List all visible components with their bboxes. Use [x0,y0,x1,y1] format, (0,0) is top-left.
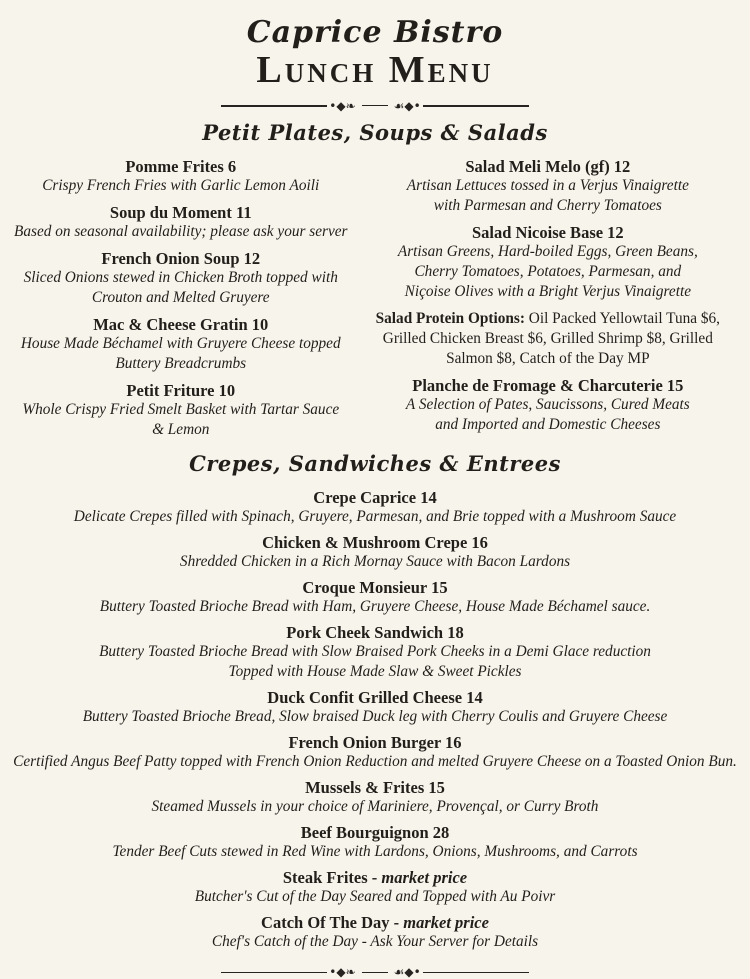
menu-item-catch-of-the-day [0,913,750,952]
item-name: Catch Of The Day - market price [261,913,489,933]
menu-item-french-onion-burger [0,733,750,772]
menu-item-soup-du-moment [14,203,348,242]
item-description: Artisan Lettuces tossed in a Verjus Vinaigrette [406,177,689,195]
item-description: Sliced Onions stewed in Chicken Broth topped with [23,269,338,287]
protein-options-label: Salad Protein Options: [375,310,525,328]
divider-line [362,972,388,973]
menu-item-french-onion-soup [14,249,348,308]
item-description: Chef's Catch of the Day - Ask Your Server for Details [211,933,539,951]
divider-line [221,105,327,107]
market-price-label: market price [403,913,489,933]
item-description: & Lemon [152,421,210,439]
item-description: Steamed Mussels in your choice of Mariniere, Provençal, or Curry Broth [151,798,599,816]
divider-line [221,972,327,974]
item-description: Crispy French Fries with Garlic Lemon Aoili [42,177,320,195]
item-description: and Imported and Domestic Cheeses [435,416,661,434]
menu-item-crepe-caprice [0,488,750,527]
item-description: Buttery Toasted Brioche Bread with Ham, Gruyere Cheese, House Made Béchamel sauce. [99,598,651,616]
divider-line [423,972,529,974]
item-description: Whole Crispy Fried Smelt Basket with Tartar Sauce [22,401,340,419]
item-description: Tender Beef Cuts stewed in Red Wine with Lardons, Onions, Mushrooms, and Carrots [112,843,638,861]
menu-item-steak-frites [0,868,750,907]
section-heading-petit-plates: Petit Plates, Soups & Salads [202,119,548,145]
item-name: Soup du Moment 11 [109,203,252,223]
menu-item-salad-meli-melo [360,157,737,216]
item-name: Beef Bourguignon 28 [300,823,450,843]
item-description: Niçoise Olives with a Bright Verjus Vinaigrette [404,283,692,301]
restaurant-name: Caprice Bistro [246,15,504,50]
item-description [360,309,737,329]
menu-item-petit-friture [14,381,348,440]
section1-left-column [14,157,354,447]
item-description: A Selection of Pates, Saucissons, Cured Meats [405,396,690,414]
item-description: Butcher's Cut of the Day Seared and Topped with Au Poivr [194,888,556,906]
item-description: with Parmesan and Cherry Tomatoes [433,197,662,215]
item-name: Chicken & Mushroom Crepe 16 [262,533,488,553]
divider-line [423,105,529,107]
decorative-divider [221,100,529,112]
item-name: Croque Monsieur 15 [302,578,448,598]
divider-ornament-icon: ☙◆• [393,98,421,113]
section-heading-crepes-sandwiches: Crepes, Sandwiches & Entrees [189,451,561,477]
divider-ornament-icon: •◆❧ [329,965,356,979]
divider-ornament-icon: ☙◆• [393,965,421,979]
item-name: Salad Nicoise Base 12 [471,223,624,243]
item-description: House Made Béchamel with Gruyere Cheese topped [20,335,341,353]
menu-item-salad-protein-options [360,309,737,369]
item-name: Petit Friture 10 [126,381,236,401]
item-name: Planche de Fromage & Charcuterie 15 [412,376,684,396]
decorative-divider [221,966,529,978]
item-name: French Onion Burger 16 [288,733,462,753]
menu-item-pomme-frites [14,157,348,196]
item-name: Mac & Cheese Gratin 10 [93,315,269,335]
divider-line [362,105,388,106]
item-description: Cherry Tomatoes, Potatoes, Parmesan, and [414,263,682,281]
item-description: Salmon $8, Catch of the Day MP [446,350,650,368]
section1-right-column [354,157,737,447]
item-description: Certified Angus Beef Patty topped with French Onion Reduction and melted Gruyere Cheese on a Toasted Onion Bun. [13,753,737,771]
menu-title: Lunch Menu [256,49,494,91]
item-name: French Onion Soup 12 [101,249,261,269]
item-name: Pork Cheek Sandwich 18 [286,623,464,643]
market-price-label: market price [381,868,468,888]
item-description: Crouton and Melted Gruyere [91,289,270,307]
item-name: Salad Meli Melo (gf) 12 [465,157,631,177]
item-description: Buttery Toasted Brioche Bread with Slow Braised Pork Cheeks in a Demi Glace reduction [99,643,651,661]
item-name: Pomme Frites 6 [125,157,237,177]
menu-item-planche-de-fromage [360,376,737,435]
menu-item-mac-cheese-gratin [14,315,348,374]
divider-ornament-icon: •◆❧ [329,98,356,113]
menu-item-mussels-frites [0,778,750,817]
item-description: Shredded Chicken in a Rich Mornay Sauce with Bacon Lardons [179,553,571,571]
item-description: Topped with House Made Slaw & Sweet Pickles [228,663,522,681]
protein-options-text: Oil Packed Yellowtail Tuna $6, [528,310,721,328]
item-name: Steak Frites - market price [282,868,468,888]
menu-item-pork-cheek-sandwich [0,623,750,682]
item-name: Crepe Caprice 14 [313,488,437,508]
item-description: Buttery Breadcrumbs [115,355,247,373]
item-name: Mussels & Frites 15 [305,778,445,798]
item-description: Artisan Greens, Hard-boiled Eggs, Green Beans, [397,243,698,261]
section2 [0,451,750,952]
section1-columns [0,157,750,447]
item-description: Buttery Toasted Brioche Bread, Slow braised Duck leg with Cherry Coulis and Gruyere Cheese [82,708,668,726]
menu-item-croque-monsieur [0,578,750,617]
menu-item-duck-confit-grilled-cheese [0,688,750,727]
item-description: Based on seasonal availability; please ask your server [14,223,348,241]
item-description: Delicate Crepes filled with Spinach, Gruyere, Parmesan, and Brie topped with a Mushroom Sauce [73,508,677,526]
menu-item-chicken-mushroom-crepe [0,533,750,572]
menu-item-beef-bourguignon [0,823,750,862]
menu-item-salad-nicoise [360,223,737,302]
item-description: Grilled Chicken Breast $6, Grilled Shrimp $8, Grilled [382,330,713,348]
item-name: Duck Confit Grilled Cheese 14 [267,688,483,708]
